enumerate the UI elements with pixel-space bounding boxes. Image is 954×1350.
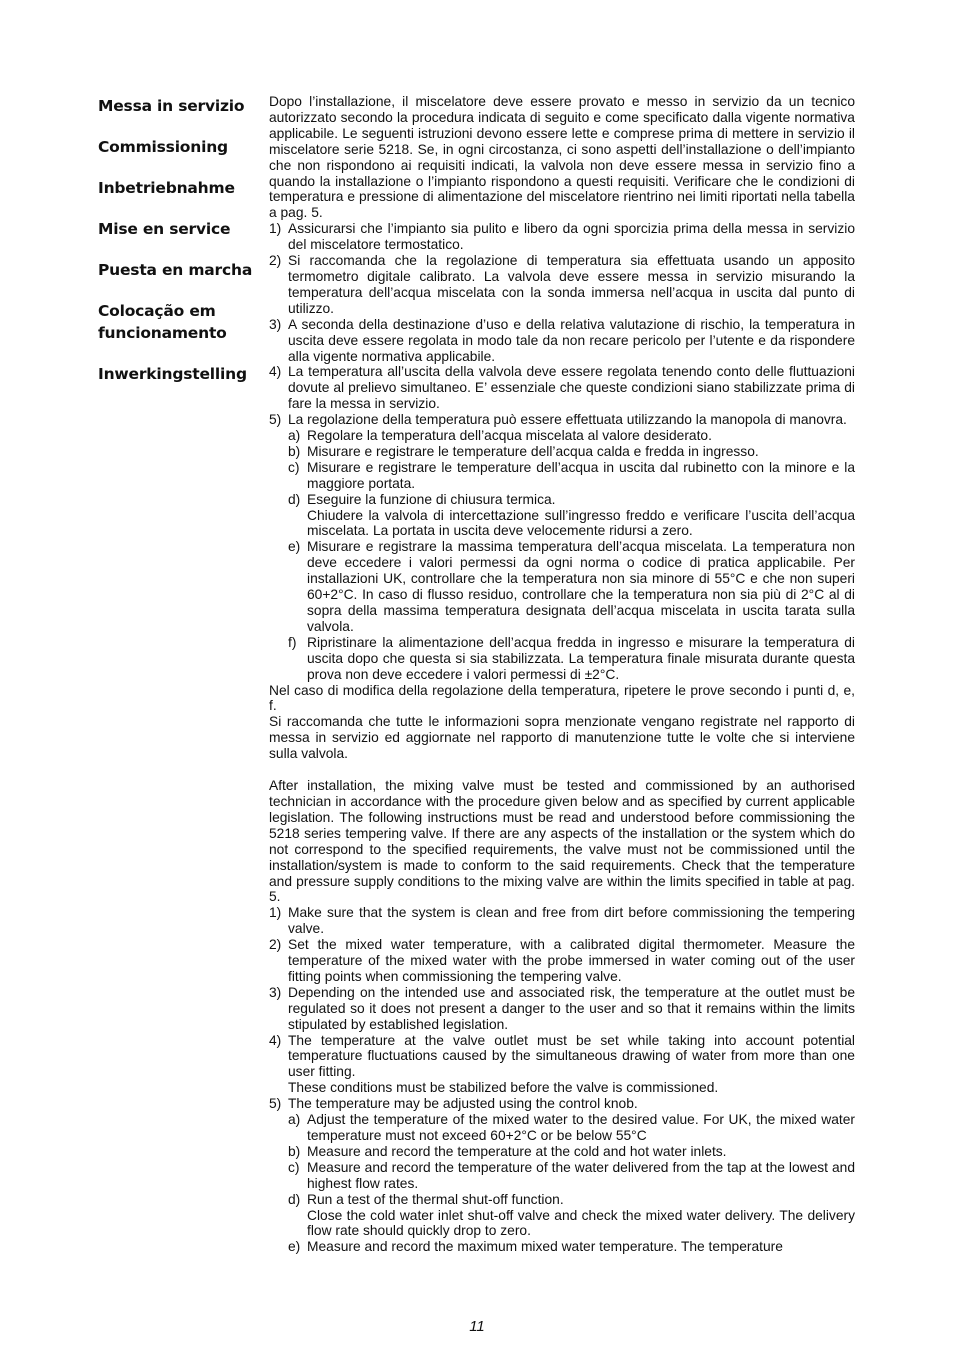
it-substeps — [269, 428, 855, 683]
step-number: 5) — [269, 412, 282, 428]
step-text: Set the mixed water temperature, with a calibrated digital thermometer. Measure the temperature of the mixed water with the probe immersed in water coming out of the user fitting points when commissioning the tempering valve. — [288, 937, 855, 984]
heading-dutch: Inwerkingstelling — [98, 365, 247, 383]
step-number: 1) — [269, 221, 282, 237]
substep-letter: d) — [288, 1191, 301, 1207]
substep-text-continued: Chiudere la valvola di intercettazione sull’ingresso freddo e verificare l’uscita dell’acqua miscelata. La portata in uscita deve velocemente ridursi a zero. — [307, 507, 855, 539]
substep-letter: e) — [288, 1239, 301, 1255]
heading-portuguese: Colocação em funcionamento — [98, 302, 227, 342]
heading-italian: Messa in servizio — [98, 97, 245, 115]
substep-text: Misurare e registrare le temperature dell’acqua calda e fredda in ingresso. — [307, 443, 759, 459]
body-text — [269, 94, 855, 1255]
step-number: 3) — [269, 984, 282, 1000]
it-substep — [288, 539, 855, 634]
substep-text: Ripristinare la alimentazione dell’acqua fredda in ingresso e misurare la temperatura di uscita dopo che questa si sia stabilizzata. La temperatura finale misurata durante questa prova non deve eccedere i valori permessi di ±2°C. — [307, 634, 855, 682]
it-substep — [288, 444, 855, 460]
heading-spanish: Puesta en marcha — [98, 261, 253, 279]
substep-text: Run a test of the thermal shut-off function. — [307, 1191, 564, 1207]
substep-letter: b) — [288, 443, 301, 459]
en-substeps — [269, 1112, 855, 1255]
substep-text: Regolare la temperatura dell’acqua miscelata al valore desiderato. — [307, 428, 712, 444]
section-headings — [98, 95, 258, 404]
substep-text: Measure and record the temperature of the water delivered from the tap at the lowest and highest flow rates. — [307, 1159, 855, 1191]
it-substep — [288, 428, 855, 444]
step-text: La regolazione della temperatura può essere effettuata utilizzando la manopola di manovra. — [288, 412, 847, 428]
en-substep — [288, 1160, 855, 1192]
it-step — [269, 412, 855, 428]
en-substep — [288, 1192, 855, 1240]
it-substep — [288, 635, 855, 683]
substep-letter: b) — [288, 1143, 301, 1159]
it-step — [269, 253, 855, 317]
en-substep — [288, 1144, 855, 1160]
step-text: Si raccomanda che la regolazione di temperatura sia effettuata usando un apposito termometro digitale calibrato. La valvola deve essere messa in servizio misurando la temperatura dell’acqua miscelata con la sonda immersa nell’acqua in uscita dal punto di utilizzo. — [288, 253, 855, 316]
step-text: The temperature may be adjusted using the control knob. — [288, 1096, 638, 1112]
step-number: 4) — [269, 1032, 282, 1048]
it-substep — [288, 460, 855, 492]
it-intro: Dopo l’installazione, il miscelatore deve essere provato e messo in servizio da un tecnico autorizzato secondo la procedura indicata di seguito e come specificato dalla vigente normativa applicabile. Le seguenti istruzioni devono essere lette e comprese prima di mettere in servizio il miscelatore serie 5218. Se, in ogni circostanza, ci sono aspetti dell’installazione o dell’impianto che non rispondono ai requisiti indicati, la valvola non deve essere messa in servizio fino a quando la installazione o l’impianto rispondono a questi requisiti. Verificare che le condizioni di temperatura e pressione di alimentazione del miscelatore rientrino nei limiti riportati nella tabella a pag. 5. — [269, 94, 855, 221]
it-step — [269, 317, 855, 365]
substep-letter: a) — [288, 1112, 301, 1128]
en-step — [269, 1033, 855, 1097]
substep-letter: c) — [288, 459, 300, 475]
it-closing-2: Si raccomanda che tutte le informazioni sopra menzionate vengano registrate nel rapporto di messa in servizio ed aggiornate nel rapporto di manutenzione tutte le volte che si interviene sulla valvola. — [269, 714, 855, 762]
en-step — [269, 937, 855, 985]
step-number: 5) — [269, 1096, 282, 1112]
step-text: The temperature at the valve outlet must be set while taking into account potential temperature fluctuations caused by the simultaneous drawing of water from more than one user fitting. — [288, 1032, 855, 1080]
page-number: 11 — [469, 1318, 485, 1335]
heading-german: Inbetriebnahme — [98, 179, 235, 197]
substep-letter: e) — [288, 539, 301, 555]
en-substep — [288, 1112, 855, 1144]
step-number: 4) — [269, 364, 282, 380]
en-step — [269, 905, 855, 937]
step-text: A seconda della destinazione d’uso e della relativa valutazione di rischio, la temperatura in uscita deve essere regolata in modo tale da non recare pericolo per l’utente e da rispondere alla vigente normativa applicabile. — [288, 316, 855, 364]
it-step — [269, 364, 855, 412]
substep-text: Misurare e registrare la massima temperatura dell’acqua miscelata. La temperatura non deve eccedere i valori permessi da ogni norma o codice di pratica applicabile. Per installazioni UK, controllare che la temperatura non sia minore di 55°C e che non superi 60+2°C. In caso di flusso residuo, controllare che la temperatura non sia più di 2°C al di sopra della massima temperatura designata dell’acqua miscelata in uscita tarata sulla valvola. — [307, 539, 855, 634]
substep-text: Measure and record the temperature at the cold and hot water inlets. — [307, 1143, 727, 1159]
substep-text: Eseguire la funzione di chiusura termica. — [307, 491, 556, 507]
en-intro: After installation, the mixing valve must be tested and commissioned by an authorised technician in accordance with the procedure given below and as specified by current applicable legislation. The following instructions must be read and understood before commissioning the 5218 series tempering valve. If there are any aspects of the installation or the system which do not correspond to the specified requirements, the valve must not be commissioned until the installation/system is made to conform to the said requirements. Check that the temperature and pressure supply conditions to the mixing valve are within the limits specified in table at pag. 5. — [269, 778, 855, 905]
substep-text: Measure and record the maximum mixed water temperature. The temperature — [307, 1239, 783, 1255]
en-steps — [269, 905, 855, 1112]
it-closing-1: Nel caso di modifica della regolazione della temperatura, ripetere le prove secondo i punti d, e, f. — [269, 682, 855, 714]
substep-letter: d) — [288, 491, 301, 507]
en-step — [269, 1096, 855, 1112]
step-text: Make sure that the system is clean and free from dirt before commissioning the tempering valve. — [288, 905, 855, 937]
step-text-continued: These conditions must be stabilized before the valve is commissioned. — [288, 1080, 719, 1096]
heading-english: Commissioning — [98, 138, 228, 156]
step-text: Depending on the intended use and associated risk, the temperature at the outlet must be regulated so it does not present a danger to the user and so that it remains within the limits stipulated by established legislation. — [288, 984, 855, 1032]
substep-text: Misurare e registrare le temperature dell’acqua in uscita dal rubinetto con la minore e la maggiore portata. — [307, 459, 855, 491]
step-number: 3) — [269, 316, 282, 332]
it-steps — [269, 221, 855, 428]
en-substep — [288, 1239, 855, 1255]
step-number: 2) — [269, 937, 282, 953]
it-substep — [288, 492, 855, 540]
substep-letter: f) — [288, 634, 297, 650]
section-gap — [269, 762, 855, 778]
step-text: La temperatura all’uscita della valvola deve essere regolata tenendo conto delle fluttuazioni dovute al prelievo simultaneo. E’ essenziale che queste condizioni siano stabilizzate prima di fare la messa in servizio. — [288, 364, 855, 412]
substep-text: Adjust the temperature of the mixed water to the desired value. For UK, the mixed water temperature must not exceed 60+2°C or be below 55°C — [307, 1112, 855, 1143]
step-number: 1) — [269, 905, 282, 921]
step-text: Assicurarsi che l’impianto sia pulito e libero da ogni sporcizia prima della messa in servizio del miscelatore termostatico. — [288, 221, 855, 253]
heading-french: Mise en service — [98, 220, 231, 238]
step-number: 2) — [269, 253, 282, 269]
substep-letter: c) — [288, 1159, 300, 1175]
substep-letter: a) — [288, 428, 301, 444]
en-step — [269, 985, 855, 1033]
it-step — [269, 221, 855, 253]
substep-text-continued: Close the cold water inlet shut-off valve and check the mixed water delivery. The delivery flow rate should quickly drop to zero. — [307, 1207, 855, 1239]
